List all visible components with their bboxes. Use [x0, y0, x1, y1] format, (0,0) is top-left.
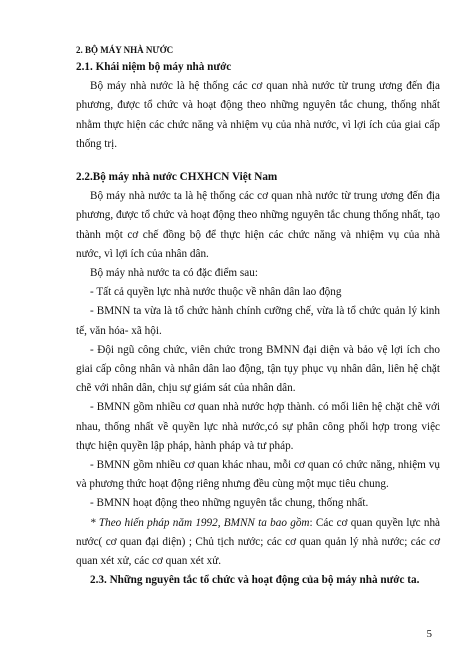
section-2-1-title: 2.1. Khái niệm bộ máy nhà nước — [76, 61, 232, 73]
feature-item: - Tất cả quyền lực nhà nước thuộc về nhân dân lao động — [90, 286, 342, 299]
feature-item: - BMNN gồm nhiều cơ quan khác nhau, mỗi cơ quan có chức năng, nhiệm vụ và phương thức hoạt động riêng nhưng đều cùng một mục tiêu chung. — [76, 459, 440, 491]
feature-item: - BMNN gồm nhiều cơ quan nhà nước hợp thành. có mối liên hệ chặt chẽ với nhau, thống nhất về quyền lực nhà nước,có sự phân công phối hợp trong việc thực hiện quyền lập pháp, hành pháp và tư pháp. — [76, 401, 440, 452]
section-2-2-title: 2.2.Bộ máy nhà nước CHXHCN Việt Nam — [76, 171, 278, 184]
document-body — [76, 42, 440, 590]
section-2-1-paragraph: Bộ máy nhà nước là hệ thống các cơ quan nhà nước từ trung ương đến địa phương, được tổ chức và hoạt động theo những nguyên tắc chung, thống nhất nhằm thực hiện các chức năng và nhiệm vụ của nhà nước, vì lợi ích của giai cấp thống trị. — [76, 80, 440, 150]
page-number: 5 — [426, 628, 432, 640]
section-2-3-title: 2.3. Những nguyên tắc tổ chức và hoạt động của bộ máy nhà nước ta. — [90, 574, 420, 587]
feature-item: - Đội ngũ công chức, viên chức trong BMNN đại diện và bảo vệ lợi ích cho giai cấp công nhân và nhân dân lao động, tận tụy phục vụ nhân dân, liên hệ chặt chẽ với nhân dân, chịu sự giám sát của nhân dân. — [76, 343, 440, 395]
constitution-note-text: : Các cơ quan quyền lực nhà nước( cơ quan đại diện) ; Chủ tịch nước; các cơ quan quản lý nhà nước; các cơ quan xét xử, các cơ quan xét xử. — [76, 516, 441, 568]
spacer — [76, 154, 440, 168]
feature-item: - BMNN hoạt động theo những nguyên tắc chung, thống nhất. — [90, 497, 369, 510]
chapter-heading: 2. BỘ MÁY NHÀ NƯỚC — [76, 45, 174, 55]
section-2-2-paragraph-2: Bộ máy nhà nước ta có đặc điểm sau: — [90, 267, 258, 280]
constitution-note-italic: * Theo hiến pháp năm 1992, BMNN ta bao gồm — [90, 516, 310, 529]
constitution-note — [76, 514, 440, 572]
feature-item: - BMNN ta vừa là tổ chức hành chính cưỡng chế, vừa là tổ chức quản lý kinh tế, văn hóa- xã hội. — [76, 305, 440, 337]
section-2-2-paragraph-1: Bộ máy nhà nước ta là hệ thống các cơ quan nhà nước từ trung ương đến địa phương, được tổ chức và hoạt động theo những nguyên tắc chung thống nhất, tạo thành một cơ chế đồng bộ để thực hiện các chức năng và nhiệm vụ của nhà nước, vì lợi ích của nhân dân. — [76, 190, 440, 260]
